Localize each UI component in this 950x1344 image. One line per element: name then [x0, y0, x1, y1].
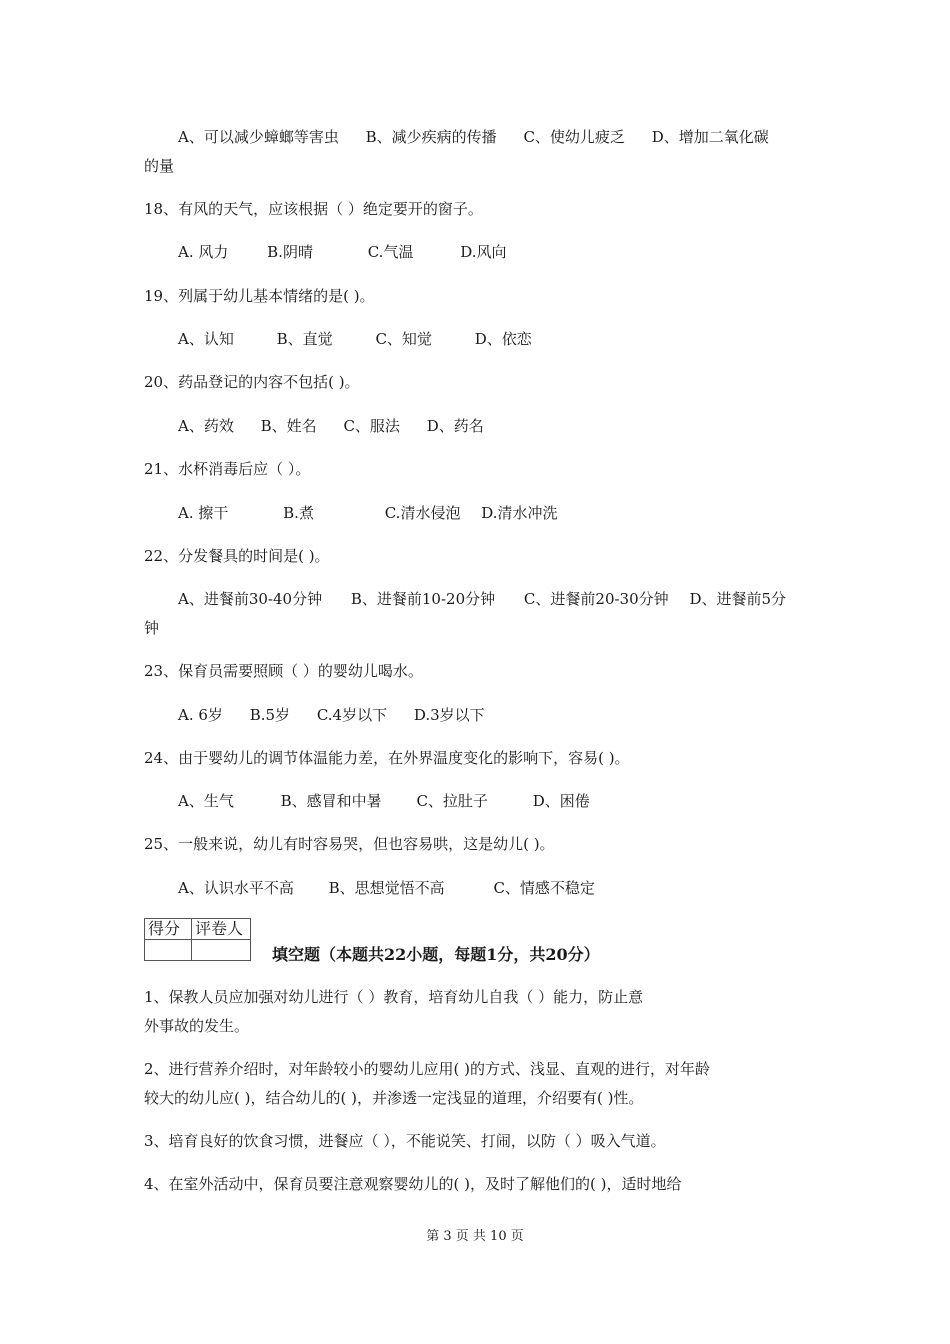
q20-option-a: A、药效 — [178, 417, 234, 435]
q18-options — [178, 241, 507, 263]
q19-option-a: A、认知 — [178, 330, 234, 348]
q19-option-d: D、依恋 — [474, 330, 532, 348]
q21-option-c: C.清水侵泡 — [384, 504, 461, 522]
score-label: 得分 — [145, 919, 192, 940]
q23-option-a: A. 6岁 — [178, 706, 223, 724]
q22-options — [178, 588, 786, 610]
q21-option-b: B.煮 — [283, 504, 314, 522]
q25-option-c: C、情感不稳定 — [493, 879, 595, 897]
q21-stem: 21、水杯消毒后应（ ）。 — [144, 460, 311, 478]
q23-option-b: B.5岁 — [249, 706, 291, 724]
page-footer: 第 3 页 共 10 页 — [426, 1229, 524, 1244]
q22-option-a: A、进餐前30-40分钟 — [178, 590, 323, 608]
q23-option-d: D.3岁以下 — [413, 706, 485, 724]
q18-option-c: C.气温 — [367, 243, 414, 261]
q17-options — [178, 126, 769, 148]
fill-q2-line2: 较大的幼儿应( )，结合幼儿的( )，并渗透一定浅显的道理，介绍要有( )性。 — [144, 1089, 644, 1107]
q22-option-b: B、进餐前10-20分钟 — [350, 590, 496, 608]
q20-stem: 20、药品登记的内容不包括( )。 — [144, 373, 360, 391]
q18-option-a: A. 风力 — [178, 243, 229, 261]
q21-options — [178, 502, 558, 524]
q25-option-a: A、认识水平不高 — [178, 879, 294, 897]
fill-q1-line1: 1、保教人员应加强对幼儿进行（ ）教育，培育幼儿自我（ ）能力，防止意 — [144, 988, 644, 1006]
q24-option-c: C、拉肚子 — [416, 792, 488, 810]
q24-option-d: D、困倦 — [532, 792, 590, 810]
q22-option-d: D、进餐前5分 — [689, 590, 787, 608]
q24-stem: 24、由于婴幼儿的调节体温能力差，在外界温度变化的影响下，容易( )。 — [144, 749, 630, 767]
q24-option-b: B、感冒和中暑 — [280, 792, 382, 810]
section-title: 填空题（本题共22小题，每题1分，共20分） — [272, 945, 600, 964]
q20-option-b: B、姓名 — [260, 417, 317, 435]
q25-options — [178, 877, 595, 899]
q18-option-b: B.阴晴 — [267, 243, 313, 261]
q23-options — [178, 704, 485, 726]
q22-option-c: C、进餐前20-30分钟 — [523, 590, 669, 608]
q23-stem: 23、保育员需要照顾（ ）的婴幼儿喝水。 — [144, 662, 423, 680]
fill-q2-line1: 2、进行营养介绍时，对年龄较小的婴幼儿应用( )的方式、浅显、直观的进行，对年龄 — [144, 1060, 711, 1078]
q20-option-d: D、药名 — [426, 417, 484, 435]
q18-option-d: D.风向 — [460, 243, 507, 261]
score-cell — [145, 940, 192, 961]
q17-option-a: A、可以减少蟑螂等害虫 — [178, 128, 339, 146]
q17-option-d: D、增加二氧化碳 — [651, 128, 769, 146]
q22-options-continued: 钟 — [144, 619, 160, 637]
q25-option-b: B、思想觉悟不高 — [328, 879, 445, 897]
grader-cell — [192, 940, 251, 961]
q19-stem: 19、列属于幼儿基本情绪的是( )。 — [144, 287, 375, 305]
q21-option-a: A. 擦干 — [178, 504, 229, 522]
fill-q3-line1: 3、培育良好的饮食习惯，进餐应（ ），不能说笑、打闹，以防（ ）吸入气道。 — [144, 1132, 666, 1150]
q19-options — [178, 328, 532, 350]
q25-stem: 25、一般来说，幼儿有时容易哭，但也容易哄，这是幼儿( )。 — [144, 835, 555, 853]
q19-option-c: C、知觉 — [375, 330, 432, 348]
fill-q1-line2: 外事故的发生。 — [144, 1017, 250, 1035]
q19-option-b: B、直觉 — [276, 330, 333, 348]
q20-option-c: C、服法 — [343, 417, 400, 435]
fill-q4-line1: 4、在室外活动中，保育员要注意观察婴幼儿的( )，及时了解他们的( )，适时地给 — [144, 1175, 682, 1193]
q21-option-d: D.清水冲洗 — [481, 504, 558, 522]
q22-stem: 22、分发餐具的时间是( )。 — [144, 547, 330, 565]
q17-option-c: C、使幼儿疲乏 — [523, 128, 625, 146]
q18-stem: 18、有风的天气，应该根据（ ）绝定要开的窗子。 — [144, 200, 483, 218]
q17-option-b: B、减少疾病的传播 — [365, 128, 497, 146]
q24-option-a: A、生气 — [178, 792, 234, 810]
q23-option-c: C.4岁以下 — [316, 706, 388, 724]
q17-options-continued: 的量 — [144, 157, 175, 175]
score-table — [144, 918, 251, 961]
grader-label: 评卷人 — [192, 919, 251, 940]
q24-options — [178, 790, 590, 812]
q20-options — [178, 415, 484, 437]
